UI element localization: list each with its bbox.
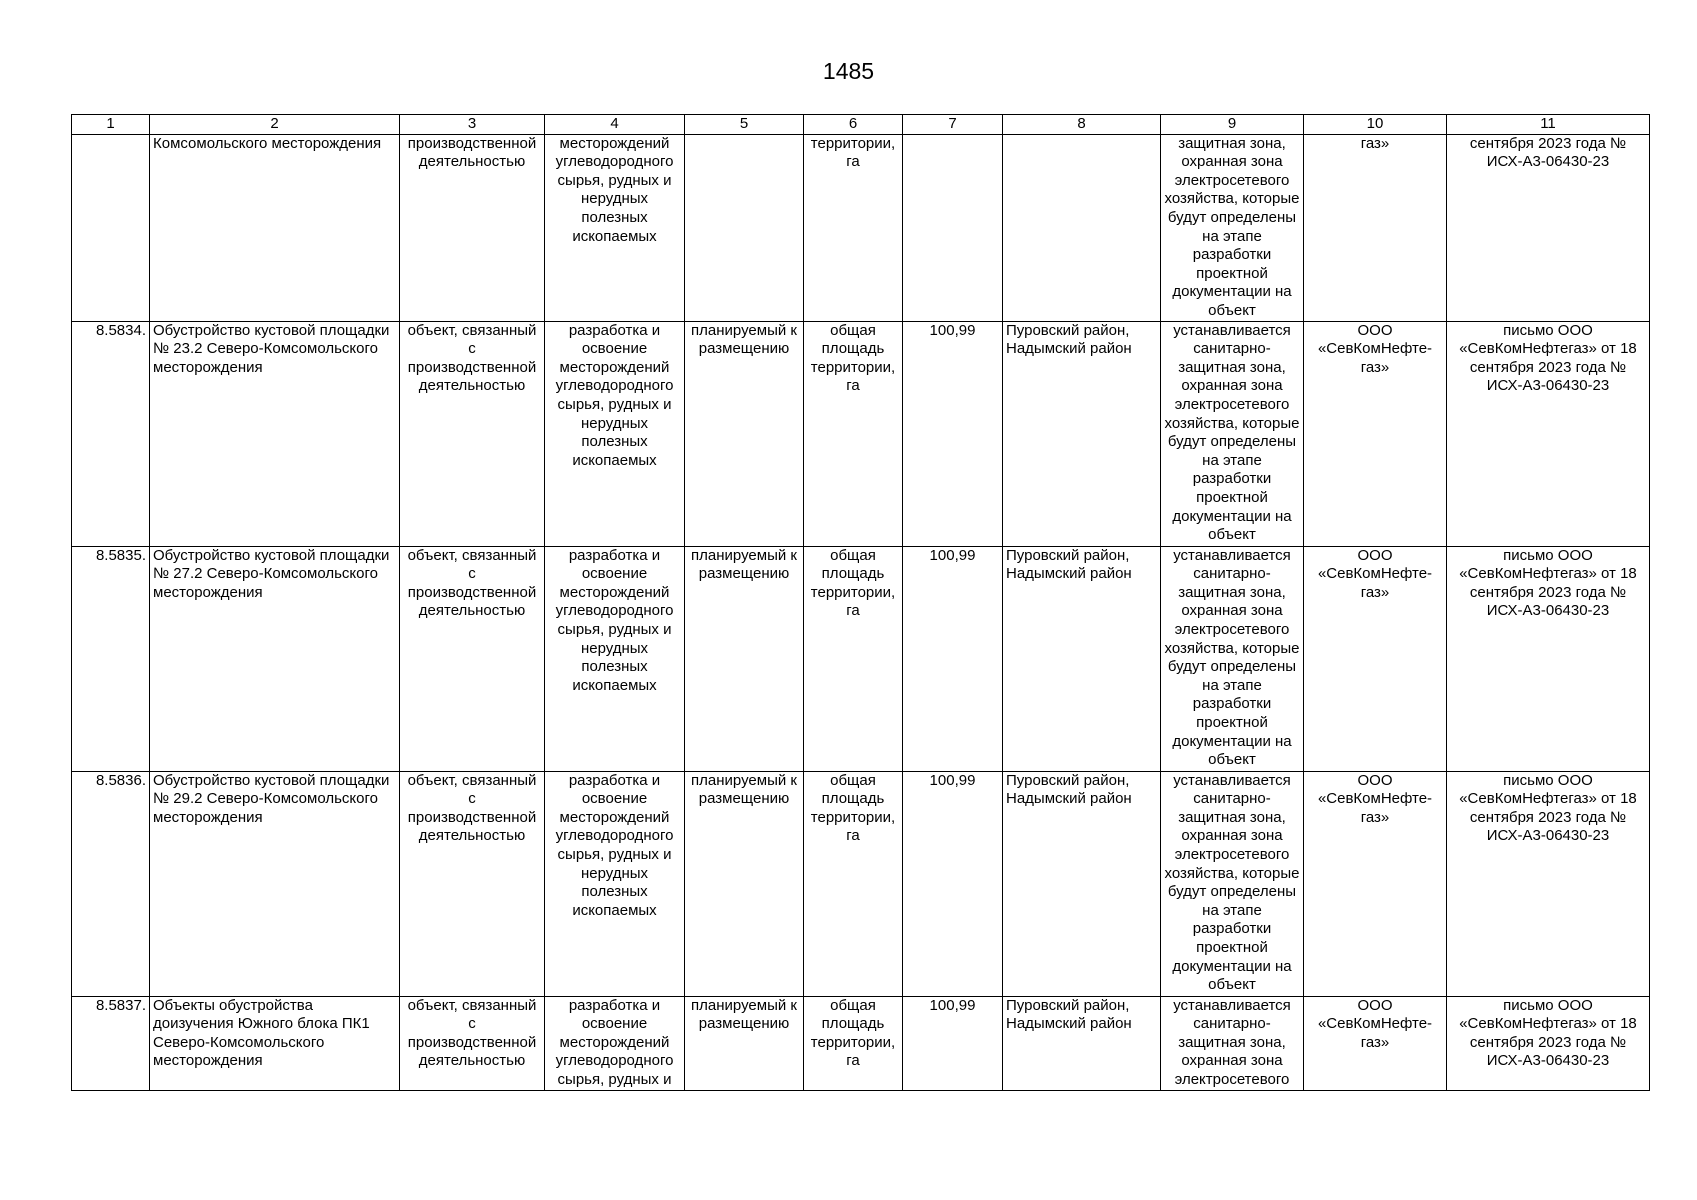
object-purpose: разработка и освоение месторождений углеводородного сырья, рудных и нерудных полезных ископаемых bbox=[545, 546, 685, 771]
owner: ООО «СевКомНефте-газ» bbox=[1304, 546, 1447, 771]
source-document: письмо ООО «СевКомНефтегаз» от 18 сентября 2023 года № ИСХ-А3-06430-23 bbox=[1447, 771, 1650, 996]
column-number: 10 bbox=[1304, 115, 1447, 135]
column-number: 11 bbox=[1447, 115, 1650, 135]
column-number: 2 bbox=[150, 115, 400, 135]
row-number bbox=[72, 134, 150, 321]
zones-description: устанавливается санитарно-защитная зона, охранная зона электросетевого хозяйства, которые будут определены на этапе разработки проектной документации на объект bbox=[1161, 771, 1304, 996]
zones-description: устанавливается санитарно-защитная зона, охранная зона электросетевого bbox=[1161, 996, 1304, 1090]
parameter-value: 100,99 bbox=[903, 321, 1003, 546]
column-number: 4 bbox=[545, 115, 685, 135]
table-row bbox=[72, 134, 1650, 321]
column-number: 9 bbox=[1161, 115, 1304, 135]
object-name: Комсомольского месторождения bbox=[150, 134, 400, 321]
table-row bbox=[72, 321, 1650, 546]
column-number: 6 bbox=[804, 115, 903, 135]
owner: ООО «СевКомНефте-газ» bbox=[1304, 771, 1447, 996]
source-document: письмо ООО «СевКомНефтегаз» от 18 сентября 2023 года № ИСХ-А3-06430-23 bbox=[1447, 996, 1650, 1090]
object-purpose: разработка и освоение месторождений углеводородного сырья, рудных и bbox=[545, 996, 685, 1090]
owner: ООО «СевКомНефте-газ» bbox=[1304, 996, 1447, 1090]
row-number: 8.5835. bbox=[72, 546, 150, 771]
object-name: Обустройство кустовой площадки № 23.2 Северо-Комсомольского месторождения bbox=[150, 321, 400, 546]
owner: газ» bbox=[1304, 134, 1447, 321]
row-number: 8.5836. bbox=[72, 771, 150, 996]
parameter-name: общая площадь территории, га bbox=[804, 546, 903, 771]
object-type: объект, связанный с производственной деятельностью bbox=[400, 771, 545, 996]
row-number: 8.5834. bbox=[72, 321, 150, 546]
table-row bbox=[72, 771, 1650, 996]
source-document: письмо ООО «СевКомНефтегаз» от 18 сентября 2023 года № ИСХ-А3-06430-23 bbox=[1447, 321, 1650, 546]
zones-description: устанавливается санитарно-защитная зона, охранная зона электросетевого хозяйства, которые будут определены на этапе разработки проектной документации на объект bbox=[1161, 546, 1304, 771]
parameter-value bbox=[903, 134, 1003, 321]
object-purpose: разработка и освоение месторождений углеводородного сырья, рудных и нерудных полезных ископаемых bbox=[545, 321, 685, 546]
parameter-value: 100,99 bbox=[903, 771, 1003, 996]
row-number: 8.5837. bbox=[72, 996, 150, 1090]
location bbox=[1003, 134, 1161, 321]
owner: ООО «СевКомНефте-газ» bbox=[1304, 321, 1447, 546]
object-status bbox=[685, 134, 804, 321]
table-row bbox=[72, 996, 1650, 1090]
column-number-row bbox=[72, 115, 1650, 135]
object-name: Объекты обустройства доизучения Южного блока ПК1 Северо-Комсомольского месторождения bbox=[150, 996, 400, 1090]
object-type: объект, связанный с производственной деятельностью bbox=[400, 321, 545, 546]
location: Пуровский район, Надымский район bbox=[1003, 771, 1161, 996]
column-number: 1 bbox=[72, 115, 150, 135]
object-status: планируемый к размещению bbox=[685, 321, 804, 546]
object-type: объект, связанный с производственной деятельностью bbox=[400, 546, 545, 771]
source-document: сентября 2023 года № ИСХ-А3-06430-23 bbox=[1447, 134, 1650, 321]
object-purpose: месторождений углеводородного сырья, рудных и нерудных полезных ископаемых bbox=[545, 134, 685, 321]
parameter-name: общая площадь территории, га bbox=[804, 996, 903, 1090]
location: Пуровский район, Надымский район bbox=[1003, 996, 1161, 1090]
object-name: Обустройство кустовой площадки № 29.2 Северо-Комсомольского месторождения bbox=[150, 771, 400, 996]
parameter-value: 100,99 bbox=[903, 546, 1003, 771]
object-name: Обустройство кустовой площадки № 27.2 Северо-Комсомольского месторождения bbox=[150, 546, 400, 771]
column-number: 8 bbox=[1003, 115, 1161, 135]
table-row bbox=[72, 546, 1650, 771]
object-type: объект, связанный с производственной деятельностью bbox=[400, 996, 545, 1090]
parameter-name: общая площадь территории, га bbox=[804, 321, 903, 546]
page-number: 1485 bbox=[822, 58, 875, 84]
source-document: письмо ООО «СевКомНефтегаз» от 18 сентября 2023 года № ИСХ-А3-06430-23 bbox=[1447, 546, 1650, 771]
object-status: планируемый к размещению bbox=[685, 771, 804, 996]
column-number: 7 bbox=[903, 115, 1003, 135]
object-status: планируемый к размещению bbox=[685, 546, 804, 771]
object-purpose: разработка и освоение месторождений углеводородного сырья, рудных и нерудных полезных ископаемых bbox=[545, 771, 685, 996]
location: Пуровский район, Надымский район bbox=[1003, 546, 1161, 771]
column-number: 3 bbox=[400, 115, 545, 135]
parameter-name: территории, га bbox=[804, 134, 903, 321]
column-number: 5 bbox=[685, 115, 804, 135]
zones-description: защитная зона, охранная зона электросетевого хозяйства, которые будут определены на этапе разработки проектной документации на объект bbox=[1161, 134, 1304, 321]
object-type: производственной деятельностью bbox=[400, 134, 545, 321]
objects-table bbox=[71, 114, 1650, 1091]
parameter-name: общая площадь территории, га bbox=[804, 771, 903, 996]
zones-description: устанавливается санитарно-защитная зона, охранная зона электросетевого хозяйства, которые будут определены на этапе разработки проектной документации на объект bbox=[1161, 321, 1304, 546]
parameter-value: 100,99 bbox=[903, 996, 1003, 1090]
location: Пуровский район, Надымский район bbox=[1003, 321, 1161, 546]
object-status: планируемый к размещению bbox=[685, 996, 804, 1090]
